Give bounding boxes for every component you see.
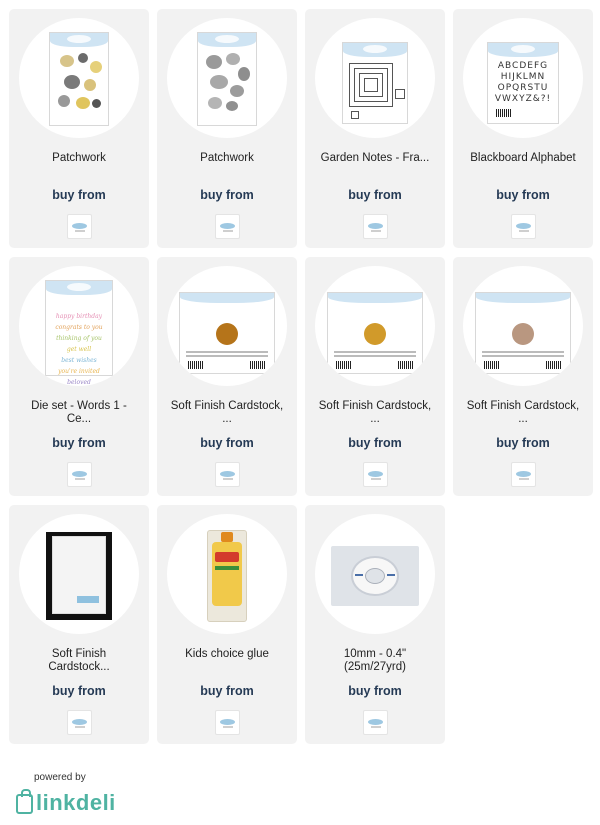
- product-image[interactable]: [167, 514, 287, 634]
- buy-from-label[interactable]: buy from: [348, 188, 402, 202]
- buy-from-label[interactable]: buy from: [200, 188, 254, 202]
- product-image[interactable]: [315, 514, 435, 634]
- vendor-logo-icon[interactable]: [363, 462, 388, 487]
- vendor-logo-icon[interactable]: [363, 710, 388, 735]
- product-card[interactable]: [157, 505, 297, 744]
- vendor-logo-icon[interactable]: [67, 214, 92, 239]
- product-name[interactable]: Blackboard Alphabet: [470, 152, 576, 164]
- vendor-logo-icon[interactable]: [363, 214, 388, 239]
- alphabet-image-text: ABCDEFG HIJKLMN OPQRSTU VWXYZ&?!: [494, 61, 552, 104]
- vendor-logo-icon[interactable]: [67, 710, 92, 735]
- product-card[interactable]: [157, 257, 297, 496]
- product-name[interactable]: Garden Notes - Fra...: [320, 152, 430, 164]
- product-card[interactable]: [305, 9, 445, 248]
- product-name[interactable]: Patchwork: [200, 152, 254, 164]
- product-image[interactable]: [463, 266, 583, 386]
- buy-from-label[interactable]: buy from: [348, 684, 402, 698]
- vendor-logo-icon[interactable]: [215, 462, 240, 487]
- buy-from-label[interactable]: buy from: [496, 188, 550, 202]
- color-swatch: [216, 323, 238, 345]
- vendor-logo-icon[interactable]: [215, 710, 240, 735]
- powered-by-text: powered by: [34, 772, 86, 783]
- product-name[interactable]: Soft Finish Cardstock, ...: [318, 400, 432, 425]
- vendor-logo-icon[interactable]: [215, 214, 240, 239]
- product-image[interactable]: [19, 18, 139, 138]
- product-name[interactable]: Kids choice glue: [185, 648, 269, 660]
- product-name[interactable]: Soft Finish Cardstock, ...: [170, 400, 284, 425]
- product-name[interactable]: Soft Finish Cardstock...: [48, 648, 110, 673]
- words-image-text: happy birthday congrats to you thinking of you get well best wishes you're invited beloved: [55, 313, 103, 386]
- vendor-logo-icon[interactable]: [511, 462, 536, 487]
- product-name[interactable]: Patchwork: [52, 152, 106, 164]
- product-card[interactable]: [453, 9, 593, 248]
- product-image[interactable]: [315, 266, 435, 386]
- vendor-logo-icon[interactable]: [511, 214, 536, 239]
- product-image[interactable]: [167, 18, 287, 138]
- buy-from-label[interactable]: buy from: [52, 436, 106, 450]
- product-card[interactable]: [9, 257, 149, 496]
- buy-from-label[interactable]: buy from: [496, 436, 550, 450]
- product-card[interactable]: [453, 257, 593, 496]
- product-name[interactable]: Die set - Words 1 - Ce...: [31, 400, 127, 425]
- shopping-bag-icon: [16, 794, 33, 814]
- buy-from-label[interactable]: buy from: [200, 684, 254, 698]
- vendor-logo-icon[interactable]: [67, 462, 92, 487]
- buy-from-label[interactable]: buy from: [348, 436, 402, 450]
- product-card[interactable]: [9, 505, 149, 744]
- buy-from-label[interactable]: buy from: [52, 188, 106, 202]
- product-card[interactable]: [157, 9, 297, 248]
- product-card[interactable]: [9, 9, 149, 248]
- product-card[interactable]: [305, 257, 445, 496]
- product-image[interactable]: [167, 266, 287, 386]
- buy-from-label[interactable]: buy from: [200, 436, 254, 450]
- linkdeli-brand-text: linkdeli: [36, 790, 116, 815]
- product-card[interactable]: [305, 505, 445, 744]
- product-image[interactable]: [315, 18, 435, 138]
- product-image[interactable]: [19, 514, 139, 634]
- product-name[interactable]: Soft Finish Cardstock, ...: [466, 400, 580, 425]
- product-image[interactable]: [463, 18, 583, 138]
- product-name[interactable]: 10mm - 0.4" (25m/27yrd): [343, 648, 407, 673]
- product-image[interactable]: [19, 266, 139, 386]
- color-swatch: [512, 323, 534, 345]
- color-swatch: [364, 323, 386, 345]
- buy-from-label[interactable]: buy from: [52, 684, 106, 698]
